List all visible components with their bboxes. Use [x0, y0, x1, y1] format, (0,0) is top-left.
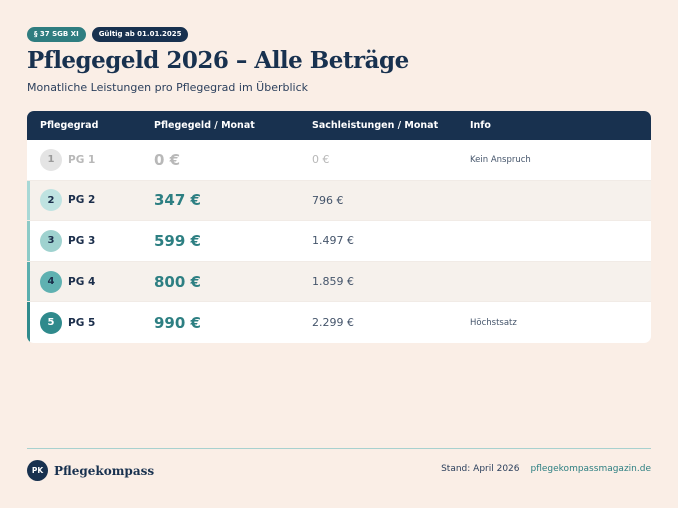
- logo-mark: PK: [27, 460, 48, 481]
- grade-label: PG 5: [68, 316, 96, 329]
- grade-cell: [40, 149, 95, 171]
- grade-number-circle: 4: [40, 271, 62, 293]
- header-sachleistungen: Sachleistungen / Monat: [312, 120, 439, 131]
- info-text: Kein Anspruch: [470, 154, 531, 165]
- sachleistung-amount: 2.299 €: [312, 316, 354, 330]
- footer-meta: [441, 464, 651, 474]
- sachleistung-amount: 796 €: [312, 193, 344, 207]
- grade-cell: [40, 312, 95, 334]
- table-row: [27, 302, 651, 343]
- page-title: Pflegegeld 2026 – Alle Beträge: [27, 47, 409, 74]
- grade-label: PG 1: [68, 153, 96, 166]
- valid-from-badge: Gültig ab 01.01.2025: [92, 27, 189, 42]
- header-info: Info: [470, 120, 491, 131]
- stand-date: Stand: April 2026: [441, 464, 520, 474]
- table-row: [27, 221, 651, 262]
- grade-number-circle: 1: [40, 149, 62, 171]
- page-subtitle: Monatliche Leistungen pro Pflegegrad im Überblick: [27, 81, 309, 94]
- header-pflegegeld: Pflegegeld / Monat: [154, 120, 255, 131]
- badge-group: [27, 27, 188, 42]
- sachleistung-amount: 1.497 €: [312, 234, 354, 248]
- pflegegeld-amount: 599 €: [154, 231, 201, 250]
- grade-cell: [40, 230, 95, 252]
- grade-label: PG 4: [68, 275, 96, 288]
- grade-number-circle: 5: [40, 312, 62, 334]
- benefits-table: [27, 111, 651, 343]
- grade-cell: [40, 271, 95, 293]
- grade-cell: [40, 189, 95, 211]
- info-text: Höchstsatz: [470, 317, 517, 328]
- table-header: [27, 111, 651, 140]
- header-pflegegrad: Pflegegrad: [40, 120, 99, 131]
- table-row: [27, 181, 651, 222]
- footer-divider: [27, 448, 651, 449]
- pflegegeld-amount: 347 €: [154, 191, 201, 210]
- table-row: [27, 140, 651, 181]
- sachleistung-amount: 1.859 €: [312, 275, 354, 289]
- table-row: [27, 262, 651, 303]
- pflegegeld-amount: 0 €: [154, 150, 181, 169]
- footer: [27, 460, 651, 482]
- law-badge: § 37 SGB XI: [27, 27, 86, 42]
- grade-label: PG 2: [68, 194, 96, 207]
- pflegegeld-amount: 990 €: [154, 313, 201, 332]
- grade-number-circle: 2: [40, 189, 62, 211]
- grade-number-circle: 3: [40, 230, 62, 252]
- logo-text: Pflegekompass: [54, 463, 155, 478]
- grade-label: PG 3: [68, 234, 96, 247]
- sachleistung-amount: 0 €: [312, 153, 330, 167]
- website-link[interactable]: pflegekompassmagazin.de: [530, 464, 651, 474]
- pflegegeld-amount: 800 €: [154, 272, 201, 291]
